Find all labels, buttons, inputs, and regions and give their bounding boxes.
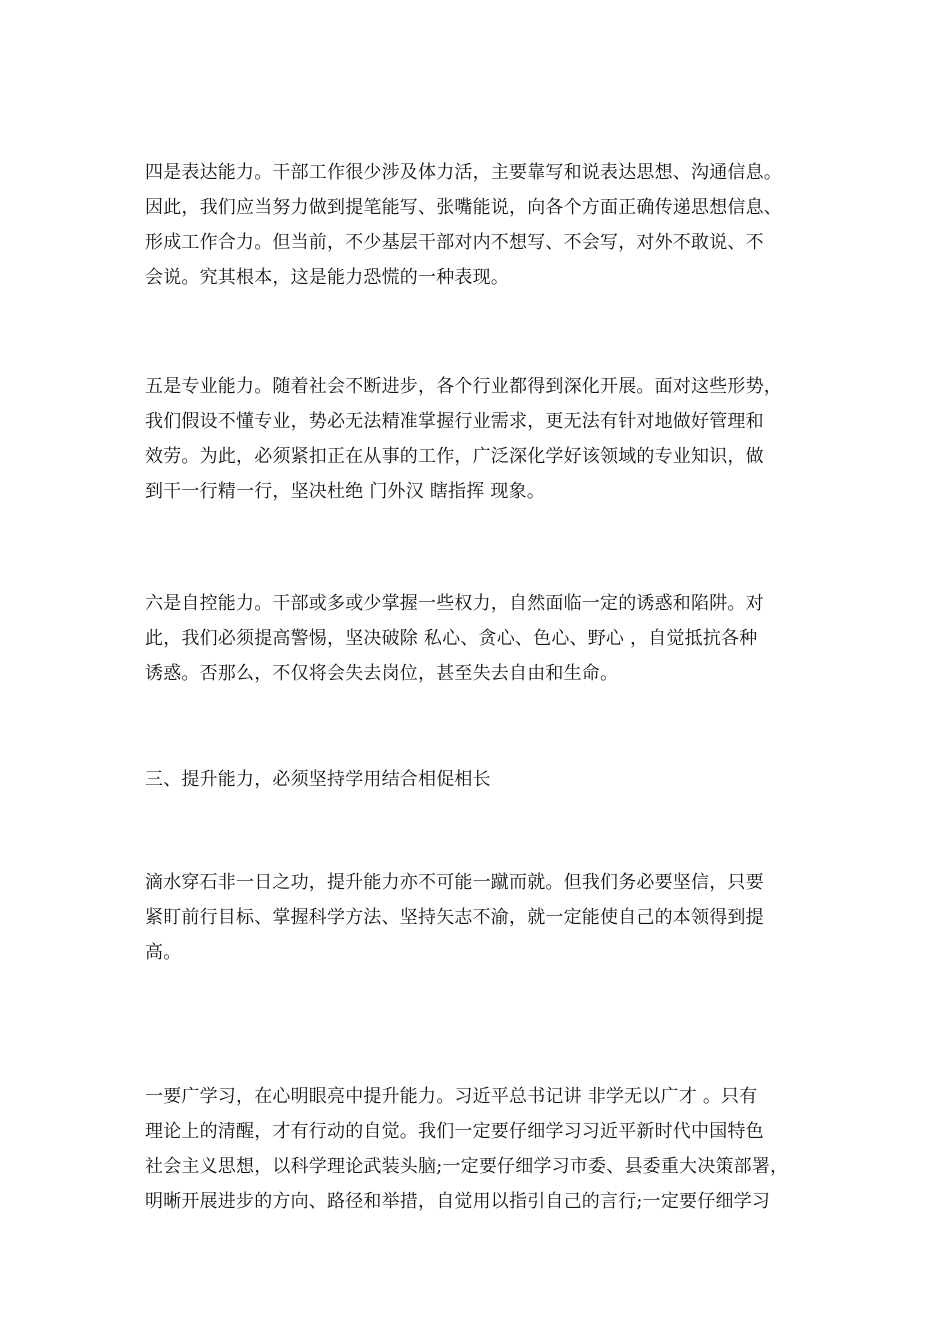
paragraph-line: 紧盯前行目标、掌握科学方法、坚持矢志不渝，就一定能使自己的本领得到提: [145, 907, 764, 928]
paragraph-persistence: [145, 865, 825, 970]
paragraph-line: 六是自控能力。干部或多或少掌握一些权力，自然面临一定的诱惑和陷阱。对: [145, 593, 764, 614]
paragraph-line: 效劳。为此，必须紧扣正在从事的工作，广泛深化学好该领域的专业知识，做: [145, 446, 764, 467]
paragraph-expression-ability: [145, 155, 825, 295]
paragraph-broad-learning: [145, 1079, 825, 1219]
paragraph-line: 明晰开展进步的方向、路径和举措，自觉用以指引自己的言行;一定要仔细学习: [145, 1191, 771, 1212]
paragraph-line: 我们假设不懂专业，势必无法精准掌握行业需求，更无法有针对地做好管理和: [145, 411, 764, 432]
paragraph-line: 形成工作合力。但当前，不少基层干部对内不想写、不会写，对外不敢说、不: [145, 232, 764, 253]
paragraph-line: 因此，我们应当努力做到提笔能写、张嘴能说，向各个方面正确传递思想信息、: [145, 197, 782, 218]
paragraph-line: 理论上的清醒，才有行动的自觉。我们一定要仔细学习习近平新时代中国特色: [145, 1121, 764, 1142]
paragraph-line: 到干一行精一行，坚决杜绝 门外汉 瞎指挥 现象。: [145, 481, 545, 502]
paragraph-line: 一要广学习，在心明眼亮中提升能力。习近平总书记讲 非学无以广才 。只有: [145, 1086, 758, 1107]
paragraph-line: 滴水穿石非一日之功，提升能力亦不可能一蹴而就。但我们务必要坚信，只要: [145, 872, 764, 893]
paragraph-line: 五是专业能力。随着社会不断进步，各个行业都得到深化开展。面对这些形势，: [145, 376, 782, 397]
paragraph-professional-ability: [145, 369, 825, 509]
paragraph-line: 社会主义思想，以科学理论武装头脑;一定要仔细学习市委、县委重大决策部署，: [145, 1156, 789, 1177]
paragraph-line: 诱惑。否那么，不仅将会失去岗位，甚至失去自由和生命。: [145, 663, 619, 684]
paragraph-line: 此，我们必须提高警惕，坚决破除 私心、贪心、色心、野心 ，自觉抵抗各种: [145, 628, 758, 649]
paragraph-line: 会说。究其根本，这是能力恐慌的一种表现。: [145, 267, 509, 288]
section-heading: [145, 762, 825, 797]
section-heading-text: 三、提升能力，必须坚持学用结合相促相长: [145, 769, 491, 790]
paragraph-self-control-ability: [145, 586, 825, 691]
paragraph-line: 四是表达能力。干部工作很少涉及体力活，主要靠写和说表达思想、沟通信息。: [145, 162, 782, 183]
paragraph-line: 高。: [145, 942, 182, 963]
